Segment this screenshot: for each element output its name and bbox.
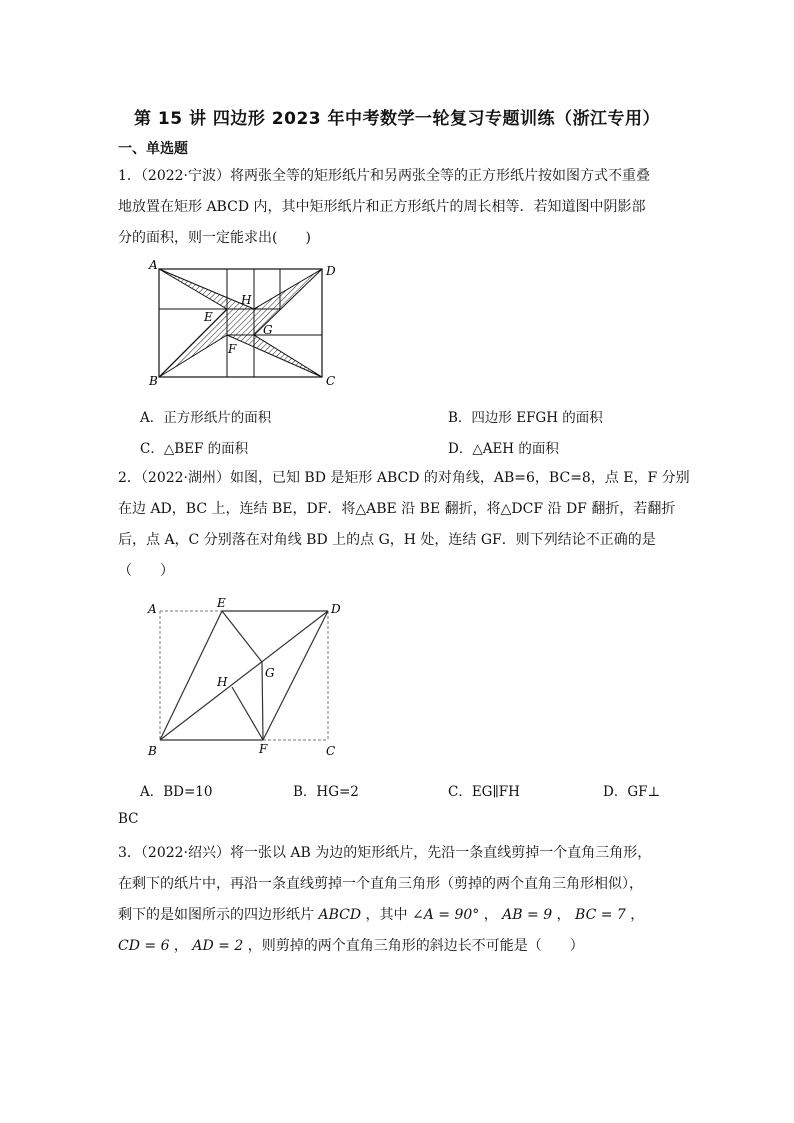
q2-label-d: D <box>331 602 341 616</box>
q2-label-g: G <box>265 666 275 680</box>
q1-option-c[interactable]: C．△BEF 的面积 <box>140 441 249 457</box>
q1-option-d[interactable]: D．△AEH 的面积 <box>448 441 559 457</box>
q2-label-c: C <box>326 744 336 758</box>
q3-math-abcd: ABCD <box>318 907 362 923</box>
q3-text: ， <box>552 907 576 923</box>
q2-line-4: （ ） <box>118 563 174 579</box>
q1-label-g: G <box>263 323 273 337</box>
q1-label-a: A <box>149 258 158 272</box>
q1-label-f: F <box>228 342 237 356</box>
q1-label-c: C <box>326 374 336 388</box>
q2-line-2: 在边 AD，BC 上，连结 BE，DF．将△ABE 沿 BE 翻折，将△DCF 沿 DF 翻折，若翻折 <box>118 501 676 517</box>
q3-math-ad: AD = 2 <box>192 938 244 954</box>
q1-line-2: 地放置在矩形 ABCD 内，其中矩形纸片和正方形纸片的周长相等．若知道图中阴影部 <box>118 199 646 215</box>
q1-figure <box>140 255 345 390</box>
q2-option-c[interactable]: C．EG∥FH <box>448 784 520 800</box>
section-heading: 一、单选题 <box>118 141 188 157</box>
shaded-region <box>159 269 322 377</box>
q3-math-bc: BC = 7 <box>575 907 626 923</box>
q3-text: 剩下的是如图所示的四边形纸片 <box>118 907 319 923</box>
q3-line-2: 在剩下的纸片中，再沿一条直线剪掉一个直角三角形（剪掉的两个直角三角形相似）， <box>118 876 643 892</box>
q3-text: ， <box>169 938 193 954</box>
q3-line-4 <box>118 935 584 955</box>
q2-option-b[interactable]: B．HG=2 <box>293 784 359 800</box>
q2-option-d-continued: BC <box>118 811 139 827</box>
q2-label-a: A <box>148 602 157 616</box>
figure-solid-lines <box>160 611 328 740</box>
q1-label-d: D <box>326 264 336 278</box>
q1-option-b[interactable]: B．四边形 EFGH 的面积 <box>448 410 603 426</box>
q1-line-1: 1．（2022·宁波）将两张全等的矩形纸片和另两张全等的正方形纸片按如图方式不重叠 <box>118 168 650 184</box>
q3-math-ab: AB = 9 <box>502 907 553 923</box>
q2-label-b: B <box>148 744 157 758</box>
q3-text: ， <box>479 907 503 923</box>
q3-text: ，其中 <box>361 907 412 923</box>
q2-option-d[interactable]: D．GF⊥ <box>603 784 661 800</box>
q1-option-a[interactable]: A．正方形纸片的面积 <box>140 410 272 426</box>
q2-label-e: E <box>217 596 226 610</box>
q3-text: ， <box>625 907 645 923</box>
q1-label-h: H <box>241 293 252 307</box>
q2-label-h: H <box>217 675 228 689</box>
q2-label-f: F <box>259 742 268 756</box>
q2-option-a[interactable]: A．BD=10 <box>140 784 213 800</box>
q3-math-cd: CD = 6 <box>118 938 170 954</box>
q2-line-1: 2．（2022·湖州）如图，已知 BD 是矩形 ABCD 的对角线，AB=6，BC=8，点 E，F 分别 <box>118 470 690 486</box>
q1-line-3: 分的面积，则一定能求出( ) <box>118 230 311 246</box>
q3-line-1: 3．（2022·绍兴）将一张以 AB 为边的矩形纸片，先沿一条直线剪掉一个直角三角形， <box>118 845 652 861</box>
q2-line-3: 后，点 A，C 分别落在对角线 BD 上的点 G，H 处，连结 GF．则下列结论不正确的是 <box>118 532 656 548</box>
q3-line-3 <box>118 904 644 924</box>
q3-text: ，则剪掉的两个直角三角形的斜边长不可能是（ ） <box>243 938 584 954</box>
page-title: 第 15 讲 四边形 2023 年中考数学一轮复习专题训练（浙江专用） <box>133 109 661 129</box>
q1-label-b: B <box>149 374 158 388</box>
q3-math-angle-a: ∠A = 90° <box>411 907 480 923</box>
q1-label-e: E <box>204 310 213 324</box>
q2-figure <box>140 595 350 765</box>
